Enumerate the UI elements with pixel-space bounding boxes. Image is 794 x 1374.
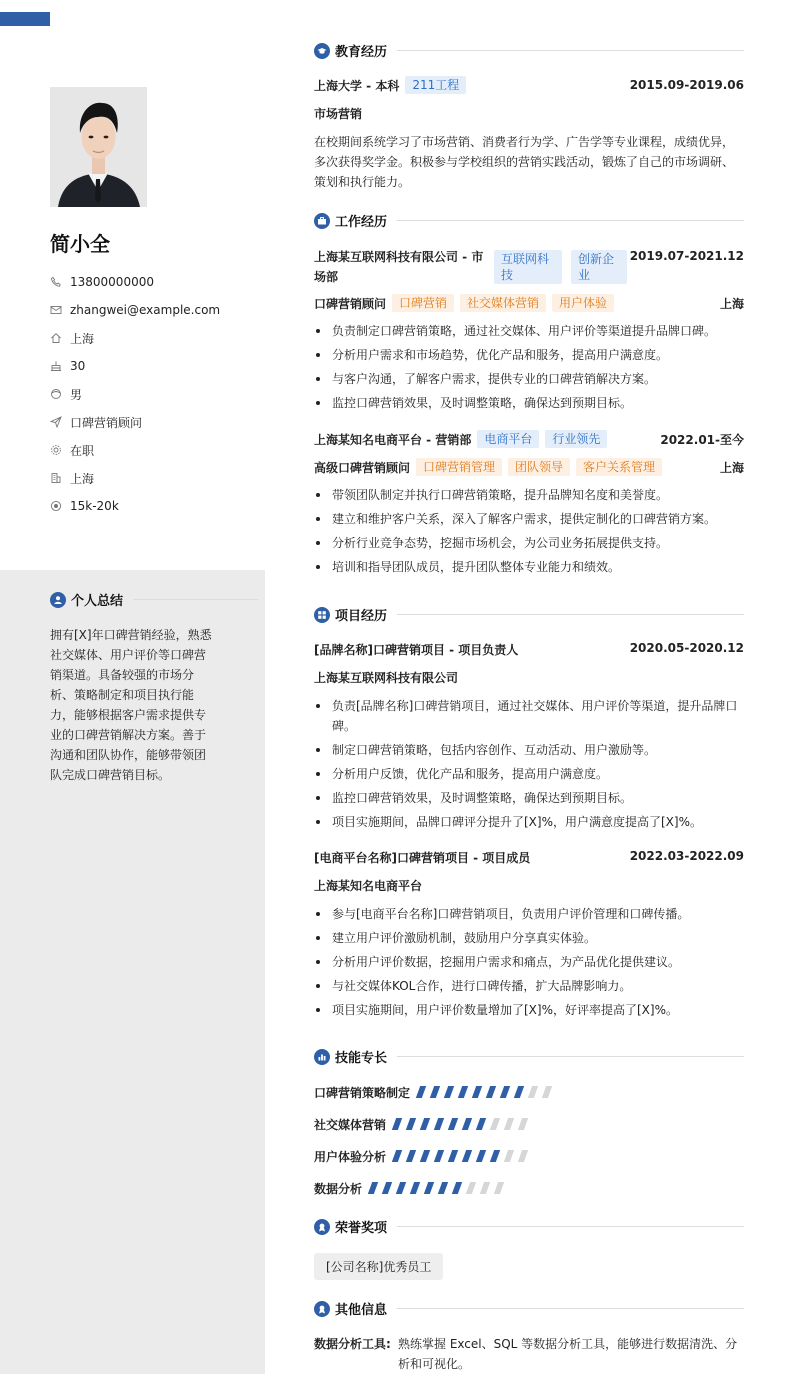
job-1-position: 口碑营销顾问 bbox=[314, 296, 387, 311]
education-major: 市场营销 bbox=[314, 107, 363, 121]
list-item: 分析用户需求和市场趋势，优化产品和服务，提高用户满意度。 bbox=[314, 345, 744, 365]
job-2-company-row bbox=[314, 430, 744, 448]
skill-segment-filled bbox=[382, 1182, 392, 1194]
other-title: 其他信息 bbox=[335, 1303, 388, 1318]
skill-segment-filled bbox=[434, 1150, 444, 1162]
other-divider bbox=[397, 1308, 744, 1309]
skills-divider bbox=[397, 1056, 744, 1057]
honors-list bbox=[314, 1253, 443, 1280]
info-location bbox=[50, 324, 260, 352]
skill-level-bar bbox=[394, 1118, 534, 1130]
education-row bbox=[314, 76, 744, 94]
skill-segment-filled bbox=[410, 1182, 420, 1194]
education-header bbox=[314, 41, 744, 60]
skill-segment-filled bbox=[416, 1086, 426, 1098]
skill-segment-filled bbox=[420, 1118, 430, 1130]
skill-segment-filled bbox=[438, 1182, 448, 1194]
other-text: 熟练掌握 Excel、SQL 等数据分析工具，能够进行数据清洗、分析和可视化。 bbox=[398, 1337, 738, 1371]
list-item: 项目实施期间，用户评价数量增加了[X]%，好评率提高了[X]%。 bbox=[314, 1000, 744, 1020]
skill-segment-filled bbox=[392, 1150, 402, 1162]
list-item: 培训和指导团队成员，提升团队整体专业能力和绩效。 bbox=[314, 557, 744, 577]
list-item: 负责制定口碑营销策略，通过社交媒体、用户评价等渠道提升品牌口碑。 bbox=[314, 321, 744, 341]
project-2-date: 2022.03-2022.09 bbox=[629, 849, 744, 863]
skill-segment-empty bbox=[518, 1118, 528, 1130]
list-item: 参与[电商平台名称]口碑营销项目，负责用户评价管理和口碑传播。 bbox=[314, 904, 744, 924]
skill-segment-filled bbox=[406, 1118, 416, 1130]
project-1-company: 上海某互联网科技有限公司 bbox=[314, 671, 459, 685]
phone-icon bbox=[50, 276, 62, 288]
info-job-target-text: 口碑营销顾问 bbox=[70, 415, 143, 430]
skill-level-bar bbox=[370, 1182, 510, 1194]
projects-divider bbox=[397, 614, 744, 615]
list-item: 分析用户评价数据，挖掘用户需求和痛点，为产品优化提供建议。 bbox=[314, 952, 744, 972]
skill-segment-filled bbox=[424, 1182, 434, 1194]
education-title: 教育经历 bbox=[335, 45, 388, 60]
skill-segment-filled bbox=[420, 1150, 430, 1162]
job-1-skill-1: 口碑营销 bbox=[392, 294, 454, 312]
skill-segment-empty bbox=[494, 1182, 504, 1194]
job-2-position: 高级口碑营销顾问 bbox=[314, 460, 411, 475]
job-1-skill-2: 社交媒体营销 bbox=[460, 294, 546, 312]
home-icon bbox=[50, 332, 62, 344]
skill-segment-filled bbox=[434, 1118, 444, 1130]
list-item: 建立和维护客户关系，深入了解客户需求，提供定制化的口碑营销方案。 bbox=[314, 509, 744, 529]
skill-segment-filled bbox=[430, 1086, 440, 1098]
skill-segment-filled bbox=[392, 1118, 402, 1130]
education-divider bbox=[397, 50, 744, 51]
skill-segment-filled bbox=[514, 1086, 524, 1098]
job-2-city: 上海 bbox=[719, 460, 744, 475]
summary-title: 个人总结 bbox=[71, 594, 124, 609]
job-1-city: 上海 bbox=[719, 296, 744, 311]
send-icon bbox=[50, 416, 62, 428]
gear-icon bbox=[50, 444, 62, 456]
summary-divider bbox=[133, 599, 258, 600]
honors-divider bbox=[397, 1226, 744, 1227]
info-target-city bbox=[50, 464, 260, 492]
skill-row bbox=[314, 1146, 558, 1166]
skill-row bbox=[314, 1114, 558, 1134]
skill-segment-filled bbox=[458, 1086, 468, 1098]
project-2-bullets bbox=[314, 904, 744, 1024]
skill-segment-empty bbox=[480, 1182, 490, 1194]
medal-icon bbox=[314, 1219, 330, 1235]
skill-level-bar bbox=[394, 1150, 534, 1162]
other-label: 数据分析工具: bbox=[314, 1337, 391, 1351]
award-badge: [公司名称]优秀员工 bbox=[314, 1253, 443, 1280]
project-1-date: 2020.05-2020.12 bbox=[629, 641, 744, 655]
info-job-target bbox=[50, 408, 260, 436]
projects-title: 项目经历 bbox=[335, 609, 388, 624]
work-title: 工作经历 bbox=[335, 215, 388, 230]
job-2-tag-1: 电商平台 bbox=[477, 430, 539, 448]
skill-segment-filled bbox=[486, 1086, 496, 1098]
skill-segment-filled bbox=[452, 1182, 462, 1194]
skill-segment-empty bbox=[542, 1086, 552, 1098]
building-icon bbox=[50, 472, 62, 484]
profile-photo bbox=[50, 87, 147, 207]
job-1-date: 2019.07-2021.12 bbox=[629, 249, 744, 263]
info-email-text: zhangwei@example.com bbox=[70, 303, 221, 317]
info-salary-text: 15k-20k bbox=[70, 499, 119, 513]
job-2-skill-2: 团队领导 bbox=[508, 458, 570, 476]
info-email bbox=[50, 296, 260, 324]
summary-header bbox=[50, 590, 258, 609]
skill-segment-filled bbox=[462, 1118, 472, 1130]
skill-row bbox=[314, 1082, 558, 1102]
list-item: 建立用户评价激励机制，鼓励用户分享真实体验。 bbox=[314, 928, 744, 948]
job-2-bullets bbox=[314, 485, 744, 581]
info-gender-text: 男 bbox=[70, 387, 83, 402]
info-age bbox=[50, 352, 260, 380]
skill-segment-filled bbox=[444, 1086, 454, 1098]
gender-icon bbox=[50, 388, 62, 400]
job-1-tag-2: 创新企业 bbox=[571, 250, 627, 284]
skill-segment-filled bbox=[490, 1150, 500, 1162]
corner-accent bbox=[0, 12, 50, 26]
cake-icon bbox=[50, 360, 62, 372]
skill-segment-filled bbox=[500, 1086, 510, 1098]
user-icon bbox=[50, 592, 66, 608]
bar-chart-icon bbox=[314, 1049, 330, 1065]
project-2-company: 上海某知名电商平台 bbox=[314, 879, 423, 893]
skill-segment-filled bbox=[448, 1150, 458, 1162]
info-salary bbox=[50, 492, 260, 520]
skills-title: 技能专长 bbox=[335, 1051, 388, 1066]
skill-segment-filled bbox=[406, 1150, 416, 1162]
list-item: 分析用户反馈，优化产品和服务，提高用户满意度。 bbox=[314, 764, 744, 784]
skill-name: 用户体验分析 bbox=[314, 1149, 387, 1164]
skill-segment-empty bbox=[490, 1118, 500, 1130]
job-1-company: 上海某互联网科技有限公司 - 市场部 bbox=[314, 250, 484, 284]
skill-segment-empty bbox=[504, 1150, 514, 1162]
list-item: 监控口碑营销效果，及时调整策略，确保达到预期目标。 bbox=[314, 393, 744, 413]
skill-level-bar bbox=[418, 1086, 558, 1098]
info-target-city-text: 上海 bbox=[70, 471, 95, 486]
skill-segment-empty bbox=[528, 1086, 538, 1098]
work-header bbox=[314, 211, 744, 230]
skill-segment-filled bbox=[448, 1118, 458, 1130]
job-1-skill-3: 用户体验 bbox=[552, 294, 614, 312]
other-header bbox=[314, 1299, 744, 1318]
project-1-row bbox=[314, 641, 744, 658]
skill-segment-filled bbox=[476, 1118, 486, 1130]
project-1-name: [品牌名称]口碑营销项目 - 项目负责人 bbox=[314, 643, 519, 657]
work-divider bbox=[397, 220, 744, 221]
info-icon bbox=[314, 1301, 330, 1317]
grid-icon bbox=[314, 607, 330, 623]
skill-segment-filled bbox=[396, 1182, 406, 1194]
mail-icon bbox=[50, 304, 62, 316]
list-item: 与客户沟通，了解客户需求，提供专业的口碑营销解决方案。 bbox=[314, 369, 744, 389]
job-2-position-row bbox=[314, 458, 744, 476]
skill-segment-filled bbox=[368, 1182, 378, 1194]
project-1-bullets bbox=[314, 696, 744, 836]
job-2-skill-3: 客户关系管理 bbox=[576, 458, 662, 476]
projects-header bbox=[314, 605, 744, 624]
contact-info bbox=[50, 268, 260, 520]
skill-segment-empty bbox=[504, 1118, 514, 1130]
profile-name: 简小全 bbox=[50, 232, 110, 256]
skills-header bbox=[314, 1047, 744, 1066]
coin-icon bbox=[50, 500, 62, 512]
job-2-tag-2: 行业领先 bbox=[545, 430, 607, 448]
education-date: 2015.09-2019.06 bbox=[629, 78, 744, 92]
education-desc: 在校期间系统学习了市场营销、消费者行为学、广告学等专业课程，成绩优异，多次获得奖学金。积极参与学校组织的营销实践活动，锻炼了自己的市场调研、策划和执行能力。 bbox=[314, 135, 735, 189]
list-item: 与社交媒体KOL合作，进行口碑传播，扩大品牌影响力。 bbox=[314, 976, 744, 996]
list-item: 监控口碑营销效果，及时调整策略，确保达到预期目标。 bbox=[314, 788, 744, 808]
skill-row bbox=[314, 1178, 558, 1198]
info-gender bbox=[50, 380, 260, 408]
honors-header bbox=[314, 1217, 744, 1236]
education-school: 上海大学 - 本科 bbox=[314, 78, 400, 93]
skill-name: 数据分析 bbox=[314, 1181, 363, 1196]
skills-list bbox=[314, 1082, 558, 1198]
info-phone bbox=[50, 268, 260, 296]
skill-segment-filled bbox=[472, 1086, 482, 1098]
info-status bbox=[50, 436, 260, 464]
job-1-bullets bbox=[314, 321, 744, 417]
project-2-name: [电商平台名称]口碑营销项目 - 项目成员 bbox=[314, 851, 531, 865]
project-2-row bbox=[314, 849, 744, 866]
info-location-text: 上海 bbox=[70, 331, 95, 346]
skill-name: 口碑营销策略制定 bbox=[314, 1085, 411, 1100]
job-2-company: 上海某知名电商平台 - 营销部 bbox=[314, 432, 472, 447]
briefcase-icon bbox=[314, 213, 330, 229]
info-status-text: 在职 bbox=[70, 443, 95, 458]
skill-segment-filled bbox=[462, 1150, 472, 1162]
info-phone-text: 13800000000 bbox=[70, 275, 154, 289]
list-item: 制定口碑营销策略，包括内容创作、互动活动、用户激励等。 bbox=[314, 740, 744, 760]
list-item: 带领团队制定并执行口碑营销策略，提升品牌知名度和美誉度。 bbox=[314, 485, 744, 505]
list-item: 分析行业竞争态势，挖掘市场机会，为公司业务拓展提供支持。 bbox=[314, 533, 744, 553]
job-2-date: 2022.01-至今 bbox=[660, 432, 744, 447]
honors-title: 荣誉奖项 bbox=[335, 1221, 388, 1236]
education-tag: 211工程 bbox=[405, 76, 466, 94]
skill-segment-empty bbox=[518, 1150, 528, 1162]
graduation-cap-icon bbox=[314, 43, 330, 59]
job-1-position-row bbox=[314, 294, 744, 312]
list-item: 项目实施期间，品牌口碑评分提升了[X]%，用户满意度提高了[X]%。 bbox=[314, 812, 744, 832]
job-2-skill-1: 口碑营销管理 bbox=[416, 458, 502, 476]
skill-segment-empty bbox=[466, 1182, 476, 1194]
info-age-text: 30 bbox=[70, 359, 86, 373]
job-1-tag-1: 互联网科技 bbox=[494, 250, 562, 284]
skill-segment-filled bbox=[476, 1150, 486, 1162]
list-item: 负责[品牌名称]口碑营销项目，通过社交媒体、用户评价等渠道，提升品牌口碑。 bbox=[314, 696, 744, 736]
skill-name: 社交媒体营销 bbox=[314, 1117, 387, 1132]
summary-text: 拥有[X]年口碑营销经验，熟悉社交媒体、用户评价等口碑营销渠道。具备较强的市场分析、策略制定和项目执行能力，能够根据客户需求提供专业的口碑营销解决方案。善于沟通和团队协作，能够带领团队完成口碑营销目标。 bbox=[50, 628, 212, 782]
